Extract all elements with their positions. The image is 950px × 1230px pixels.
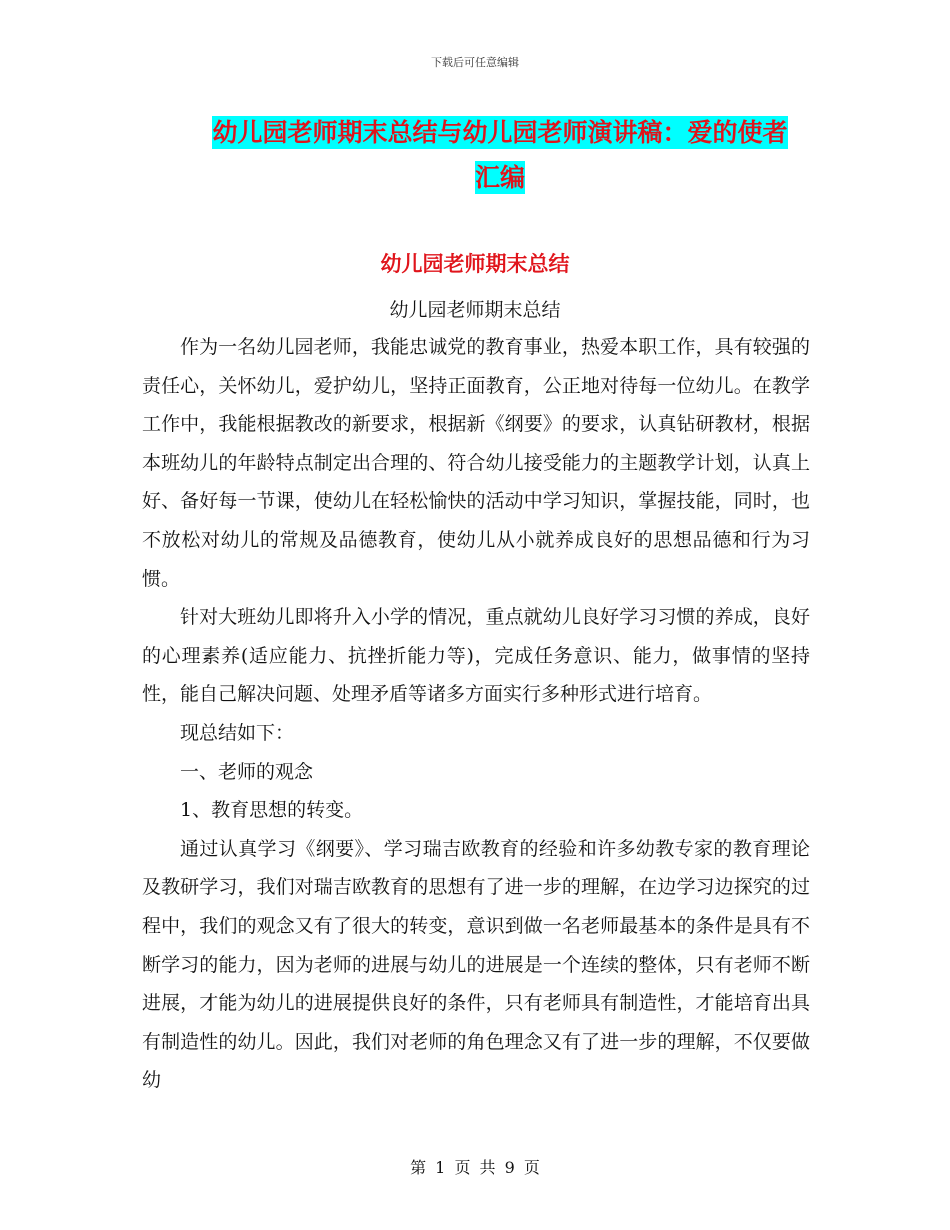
page-footer: 第 1 页 共 9 页 [410,1158,540,1177]
paragraph: 针对大班幼儿即将升入小学的情况，重点就幼儿良好学习习惯的养成，良好的心理素养(适应能力、抗挫折能力等)，完成任务意识、能力，做事情的坚持性，能自己解决问题、处理矛盾等诸多方面实行多种形式进行培育。 [142,606,810,706]
document-title [190,110,810,200]
document-title-line-2: 汇编 [474,163,525,192]
document-body [142,328,810,1100]
section-heading: 幼儿园老师期末总结 [380,252,570,276]
paragraph: 一、老师的观念 [180,760,314,783]
paragraph: 1、教育思想的转变。 [180,799,364,822]
subheading: 幼儿园老师期末总结 [389,299,561,321]
document-title-line-1: 幼儿园老师期末总结与幼儿园老师演讲稿：爱的使者 [212,118,788,147]
paragraph: 现总结如下： [180,721,295,744]
header-note: 下载后可任意编辑 [431,56,519,69]
paragraph: 作为一名幼儿园老师，我能忠诚党的教育事业，热爱本职工作，具有较强的责任心，关怀幼儿，爱护幼儿，坚持正面教育，公正地对待每一位幼儿。在教学工作中，我能根据教改的新要求，根据新《纲要》的要求，认真钻研教材，根据本班幼儿的年龄特点制定出合理的、符合幼儿接受能力的主题教学计划，认真上好、备好每一节课，使幼儿在轻松愉快的活动中学习知识，掌握技能，同时，也不放松对幼儿的常规及品德教育，使幼儿从小就养成良好的思想品德和行为习惯。 [142,336,810,590]
paragraph: 通过认真学习《纲要》、学习瑞吉欧教育的经验和许多幼教专家的教育理论及教研学习，我们对瑞吉欧教育的思想有了进一步的理解，在边学习边探究的过程中，我们的观念又有了很大的转变，意识到做一名老师最基本的条件是具有不断学习的能力，因为老师的进展与幼儿的进展是一个连续的整体，只有老师不断进展，才能为幼儿的进展提供良好的条件，只有老师具有制造性，才能培育出具有制造性的幼儿。因此，我们对老师的角色理念又有了进一步的理解，不仅要做幼 [142,837,810,1092]
